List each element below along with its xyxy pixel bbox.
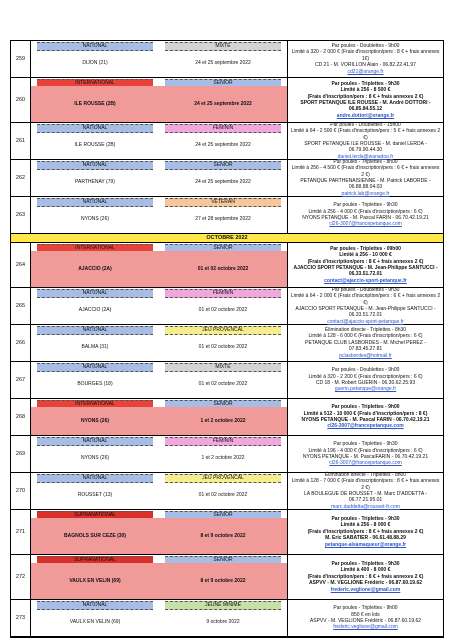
event-details [288, 399, 443, 435]
event-city: NYONS (26) [80, 455, 110, 461]
detail-line: (Frais d'inscription/pers : 8 € + frais annexes 2 €) [307, 258, 424, 265]
detail-line: Limité à 256 - 4 500 € (Frais d'inscription/pers : 6 € + frais annexes 2 €) [291, 165, 440, 178]
category-tag: MIXTE [165, 363, 281, 372]
detail-line: Limité à 256 - 4 000 € (Frais d'inscription/pers : 6 €) [308, 208, 423, 215]
contact-email-link[interactable]: cd21@orange.fr [347, 68, 384, 75]
detail-line: Limité à 128 - 6 000 € (Frais d'inscription/pers : 6 €) [308, 333, 423, 340]
event-date: 01 et 02 octobre 2022 [198, 307, 248, 313]
event-city: VAULX EN VELIN (69) [69, 578, 121, 584]
category-tag: FÉMININ [165, 124, 281, 133]
event-info [31, 362, 288, 398]
level-tag: INTERNATIONAL [37, 79, 153, 88]
event-city: BALMA (31) [81, 344, 109, 350]
event-date: 24 et 25 septembre 2022 [195, 179, 251, 185]
level-tag: NATIONAL [37, 198, 153, 207]
event-city: VAULX EN VELIN (69) [69, 619, 121, 625]
detail-line: Par poules - Triplettes - 9h30 [331, 80, 400, 87]
event-number: 270 [11, 473, 31, 509]
event-number: 269 [11, 436, 31, 472]
contact-email-link[interactable]: pclasbordes@hotmail.fr [339, 352, 392, 359]
detail-line: Limité à 320 - 2 200 € (Frais d'inscription/pers : 6 €) [308, 373, 423, 380]
table-row [11, 243, 443, 288]
event-info [31, 160, 288, 196]
detail-line: Par poules - Triplettes - 9h30 [331, 515, 400, 522]
event-details [288, 41, 443, 77]
event-details [288, 288, 443, 324]
detail-line: ASPVV - M. VEGLIONE Frédéric - 06.87.60.19.62 [309, 618, 422, 624]
detail-line: ASPVV - M. VEGLIONE Frédéric - 06.87.60.19.62 [308, 580, 423, 587]
event-date: 1 et 2 octobre 2022 [200, 418, 246, 424]
category-tag: JEUNE MINIME [165, 601, 281, 610]
contact-email-link[interactable]: marc.daddetta@rousset-fr.com [331, 503, 400, 510]
event-number: 266 [11, 325, 31, 361]
detail-line: Élimination directe - Triplettes - 8h30 [324, 326, 407, 333]
event-details [288, 555, 443, 599]
event-details [288, 436, 443, 472]
detail-line: Par poules - Triplettes - 9h30 [331, 560, 400, 567]
event-city: ILE ROUSSE (2B) [74, 101, 116, 107]
detail-line: Limité à 256 - 8 000 € [340, 522, 391, 529]
event-number: 259 [11, 41, 31, 77]
level-tag: NATIONAL [37, 289, 153, 298]
contact-email-link[interactable]: contact@ajaccio-sport-petanque.fr [324, 277, 407, 284]
event-info [31, 243, 288, 287]
competition-calendar-table [10, 40, 444, 638]
event-info [31, 473, 288, 509]
event-date: 01 et 02 octobre 2022 [198, 492, 248, 498]
level-tag: INTERNATIONAL [37, 244, 153, 253]
event-number: 265 [11, 288, 31, 324]
event-date: 27 et 28 septembre 2022 [195, 216, 251, 222]
category-tag: FÉMININ [165, 437, 281, 446]
contact-email-link[interactable]: cl26-3007@francepetanque.com [327, 423, 404, 430]
detail-line: NYONS PETANQUE - M. PascalFARIN - 06.70.42.19.21 [302, 454, 429, 460]
table-row [11, 510, 443, 555]
detail-line: CD 21 - M. VORILLON Alain - 06.82.22.41.97 [315, 62, 416, 69]
category-tag: SENIOR [165, 79, 281, 88]
event-city: BAGNOLS SUR CEZE (30) [64, 533, 126, 539]
detail-line: LA BOULEGUE DE ROUSSET - M. Marc D'ADDETTA - 06.77.21.95.01 [303, 491, 427, 504]
detail-line: Par poules - Doublettes - 15h00 [330, 121, 401, 128]
detail-line: Limité à 196 - 4 000 € (Frais d'inscription/pers : 6 €) [308, 447, 423, 454]
table-row [11, 160, 443, 197]
event-details [288, 362, 443, 398]
event-date: 8 et 9 octobre 2022 [200, 533, 246, 539]
detail-line: Limité à 64 - 2 000 € (Frais d'inscription/pers : 6 € + frais annexes 2 €) [290, 293, 441, 306]
event-details [288, 325, 443, 361]
table-row [11, 288, 443, 325]
category-tag: JEU PROVENCAL [165, 326, 281, 335]
detail-line: Par poules - Doublettes - 9h30 [331, 286, 400, 293]
detail-line: Par poules - Doublettes - 9h00 [331, 42, 400, 49]
category-tag: SENIOR [165, 400, 281, 409]
detail-line: Par poules - Triplettes - 09h00 [330, 245, 401, 252]
detail-line: Par poules - Triplettes - 9h30 [333, 202, 398, 209]
event-number: 267 [11, 362, 31, 398]
detail-line: Par poules - Triplettes - 8h00 [333, 158, 398, 165]
event-info [31, 399, 288, 435]
level-tag: NATIONAL [37, 326, 153, 335]
contact-email-link[interactable]: contact@ajaccio-sport-petanque.fr [327, 318, 404, 325]
event-city: NYONS (26) [80, 216, 110, 222]
table-row [11, 473, 443, 510]
event-number: 272 [11, 555, 31, 599]
event-date: 24 et 25 septembre 2022 [195, 60, 251, 66]
level-tag: NATIONAL [37, 363, 153, 372]
table-row [11, 362, 443, 399]
detail-line: Limité à 512 - 10 000 € (Frais d'inscription/pers : 8 €) [303, 410, 428, 417]
table-row [11, 41, 443, 78]
month-header: OCTOBRE 2022 [11, 234, 443, 243]
category-tag: VETERAN [165, 198, 281, 207]
event-city: DIJON (21) [82, 60, 108, 66]
event-number: 268 [11, 399, 31, 435]
table-row [11, 123, 443, 160]
event-details [288, 510, 443, 554]
event-info [31, 288, 288, 324]
event-info [31, 510, 288, 554]
event-number: 262 [11, 160, 31, 196]
detail-line: Élimination directe - Triplettes - 8h00 [324, 471, 407, 478]
detail-line: AJACCIO SPORT PETANQUE - M. Jean-Philippe SANTUCCI - 06.33.51.72.01 [295, 306, 436, 319]
level-tag: NATIONAL [37, 474, 153, 483]
event-number: 273 [11, 600, 31, 636]
detail-line: Par poules - Triplettes - 9h30 [333, 441, 398, 448]
category-tag: FÉMININ [165, 289, 281, 298]
detail-line: SPORT PETANQUE ILE ROUSSE - M. daniel LERDA - 06.79.90.44.30 [304, 141, 427, 154]
table-row [11, 325, 443, 362]
event-city: BOURGES (18) [77, 381, 113, 387]
detail-line: Limité à 128 - 7 000 € (Frais d'inscription/pers : 8 € + frais annexes 2 €) [291, 478, 440, 491]
table-row [11, 399, 443, 436]
event-info [31, 325, 288, 361]
event-info [31, 41, 288, 77]
detail-line: Par poules - Triplettes - 9h00 [333, 605, 398, 612]
event-city: AJACCIO (2A) [78, 266, 112, 272]
event-date: 01 et 02 octobre 2022 [197, 266, 249, 272]
detail-line: Par poules - Doublettes - 9h00 [331, 367, 400, 374]
event-city: PARTHENAY (79) [75, 179, 115, 185]
table-row [11, 436, 443, 473]
event-date: 24 et 25 septembre 2022 [195, 142, 251, 148]
event-city: AJACCIO (2A) [78, 307, 112, 313]
event-date: 24 et 25 septembre 2022 [194, 101, 252, 107]
september-rows [11, 41, 443, 234]
event-details [288, 123, 443, 159]
level-tag: SUPRANATIONAL [37, 511, 153, 520]
detail-line: Limité à 320 - 2 000 € (Frais d'inscription/pers : 8 € + frais annexes 1€) [291, 49, 440, 62]
event-details [288, 160, 443, 196]
event-city: ILE ROUSSE (2B) [74, 142, 116, 148]
table-row [11, 197, 443, 234]
contact-email-link[interactable]: patrick.lab@orange.fr [341, 190, 390, 197]
category-tag: SENIOR [165, 244, 281, 253]
detail-line: NYONS PETANQUE - M. Pascal FARIN - 06.70.42.19.21 [302, 215, 429, 221]
table-row [11, 78, 443, 123]
detail-line: AJACCIO SPORT PETANQUE - M. Jean-Philippe SANTUCCI - 06.33.51.72.01 [293, 265, 438, 278]
event-details [288, 78, 443, 122]
level-tag: NATIONAL [37, 124, 153, 133]
event-date: 8 et 9 octobre 2022 [200, 578, 246, 584]
contact-email-link[interactable]: cl26-3007@francepetanque.com [329, 221, 402, 228]
level-tag: NATIONAL [37, 161, 153, 170]
detail-line: Limité à 400 - 8 000 € [340, 567, 391, 574]
event-city: NYONS (26) [80, 418, 110, 424]
event-info [31, 555, 288, 599]
event-details [288, 473, 443, 509]
event-info [31, 78, 288, 122]
detail-line: (Frais d'inscription/pers : 8 € + frais annexes 2 €) [307, 528, 424, 535]
detail-line: Limité à 256 - 8 500 € [340, 87, 391, 94]
contact-email-link[interactable]: frederic.veglione@gmail.com [330, 586, 401, 593]
level-tag: NATIONAL [37, 437, 153, 446]
detail-line: NYONS PETANQUE - M. Pascal FARIN - 06.70.42.19.21 [301, 417, 430, 423]
event-number: 271 [11, 510, 31, 554]
event-date: 01 et 02 octobre 2022 [198, 381, 248, 387]
event-number: 264 [11, 243, 31, 287]
detail-line: (Frais d'inscription/pers : 8 € + frais annexes 2 €) [307, 93, 424, 100]
event-details [288, 600, 443, 636]
event-city: ROUSSET (13) [77, 492, 113, 498]
event-info [31, 197, 288, 233]
category-tag: SENIOR [165, 161, 281, 170]
detail-line: CD 18 - M. Robert GUERIN - 06.30.62.25.93 [315, 380, 416, 386]
event-details [288, 243, 443, 287]
event-number: 260 [11, 78, 31, 122]
table-row [11, 555, 443, 600]
category-tag: MIXTE [165, 42, 281, 51]
detail-line: 850 € en lots [351, 611, 380, 618]
contact-email-link[interactable]: cl26-3007@francepetanque.com [329, 460, 402, 467]
detail-line: (Frais d'inscription/pers : 8 € + frais annexes 2 €) [307, 573, 424, 580]
event-details [288, 197, 443, 233]
contact-email-link[interactable]: daniel.lerda@wanadoo.fr [337, 153, 394, 160]
event-number: 263 [11, 197, 31, 233]
level-tag: INTERNATIONAL [37, 400, 153, 409]
event-date: 1 et 2 octobre 2022 [201, 455, 245, 461]
category-tag: SENIOR [165, 556, 281, 565]
event-number: 261 [11, 123, 31, 159]
event-info [31, 436, 288, 472]
detail-line: Limité à 256 - 10 000 € [339, 252, 392, 259]
contact-email-link[interactable]: frederic.veglione@gmail.com [333, 624, 398, 631]
contact-email-link[interactable]: guerin.petanque@orange.fr [334, 386, 397, 393]
event-info [31, 600, 288, 636]
contact-email-link[interactable]: petanque-alsamaqueur@orange.fr [324, 541, 407, 548]
detail-line: PETANQUE PARTHENAISIENNE - M. Patrick LABORDE - 06.88.88.04.03 [300, 178, 431, 191]
detail-line: Limité à 64 - 2 500 € (Frais d'inscription/pers : 5 € + frais annexes 2 €) [290, 128, 441, 141]
detail-line: SPORT PETANQUE ILE ROUSSE - M. André DOTTORI - 06.85.84.55.12 [300, 100, 431, 113]
detail-line: M. Eric SABATIER - 06.61.48.88.29 [325, 535, 406, 542]
october-rows [11, 243, 443, 637]
category-tag: SENIOR [165, 511, 281, 520]
contact-email-link[interactable]: andre.dottori@orange.fr [336, 112, 395, 119]
event-date: 9 octobre 2022 [206, 619, 240, 625]
level-tag: NATIONAL [37, 42, 153, 51]
event-date: 01 et 02 octobre 2022 [198, 344, 248, 350]
level-tag: SUPRANATIONAL [37, 556, 153, 565]
category-tag: JEU PROVENCAL [165, 474, 281, 483]
level-tag: NATIONAL [37, 601, 153, 610]
table-row [11, 600, 443, 637]
detail-line: Par poules - Triplettes - 9h00 [331, 404, 400, 411]
detail-line: PETANQUE CLUB LASBORDES - M. Michel PEREZ - 07.83.45.27.81 [305, 339, 426, 353]
event-info [31, 123, 288, 159]
